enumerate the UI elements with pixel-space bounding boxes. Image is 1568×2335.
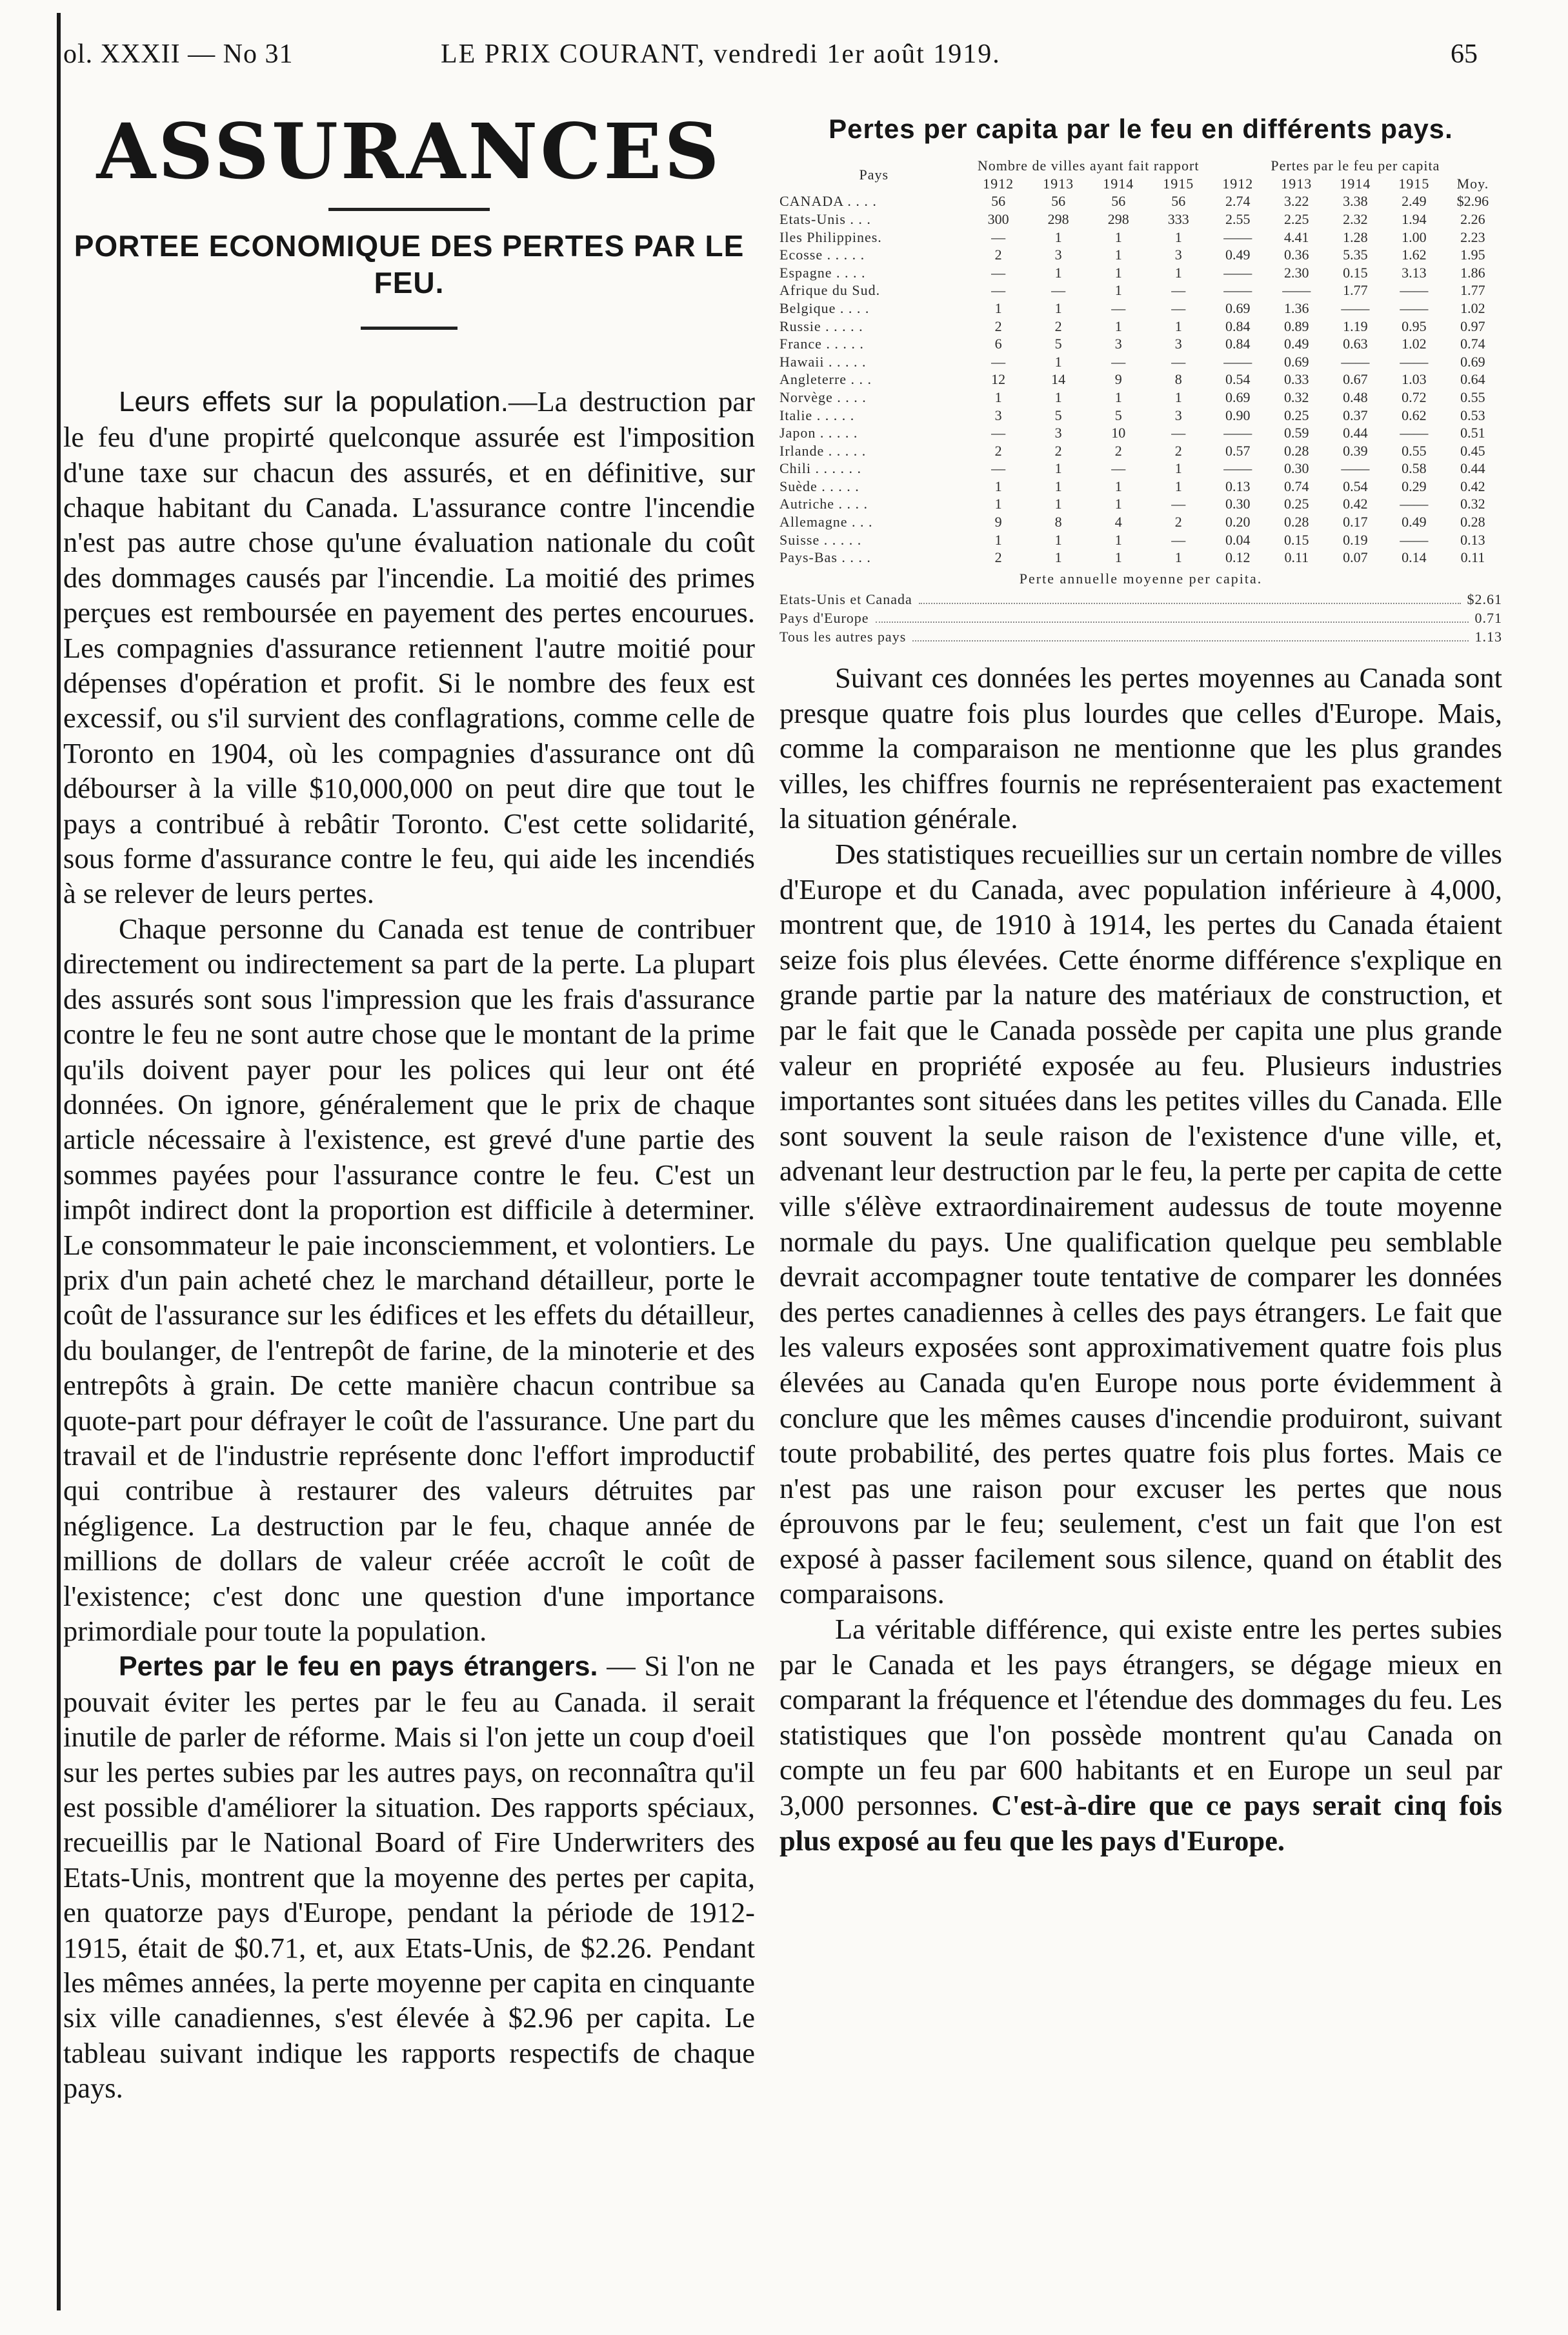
cities-count-cell: —	[1171, 282, 1186, 299]
cities-count-cell: 1	[994, 389, 1002, 405]
loss-cell: 0.32	[1284, 389, 1309, 405]
country-cell: Suède . . . . .	[779, 478, 859, 494]
cities-count-cell: 3	[1114, 336, 1122, 352]
article-subtitle: PORTEE ECONOMIQUE DES PERTES PAR LE FEU.	[74, 228, 745, 300]
cities-count-cell: 8	[1174, 371, 1182, 388]
average-title: Perte annuelle moyenne per capita.	[1019, 571, 1263, 587]
average-cell: 1.77	[1460, 282, 1485, 299]
table-header-row	[779, 157, 1502, 175]
loss-cell: 2.74	[1225, 193, 1251, 210]
country-cell: Russie . . . . .	[779, 318, 863, 334]
cities-count-cell: 1	[1114, 496, 1122, 512]
cities-count-cell: 1	[1114, 531, 1122, 548]
average-cell: 2.26	[1460, 210, 1485, 227]
loss-cell: 0.28	[1284, 514, 1309, 531]
average-cell: 0.53	[1460, 407, 1485, 423]
average-cell: 0.55	[1460, 389, 1485, 405]
loss-cell: 0.11	[1284, 549, 1309, 566]
cities-group-header: Nombre de villes ayant fait rapport	[977, 157, 1200, 174]
loss-cell: 0.89	[1284, 318, 1309, 334]
cities-count-cell: 1	[994, 299, 1002, 316]
average-cell: 0.64	[1460, 371, 1485, 388]
cities-count-cell: 1	[1054, 496, 1062, 512]
right-paragraph-2: Des statistiques recueillies sur un certain nombre de villes d'Europe et du Canada, avec population inférieure à 4,000, montrent que, de 1910 à 1914, les pertes du Canada étaient seize fois plus élevées. Cette énorme différence s'explique en grande partie par la nature des matériaux de construction, et par le fait que le Canada possède per capita une plus grande valeur en propriété exposée au feu. Plusieurs industries importantes sont situées dans les petites villes du Canada. Elle sont souvent la seule raison de l'existence d'une ville, et, advenant leur destruction par le feu, la perte per capita de cette ville s'élève extraordinairement audessus de toute moyenne normale du pays. Une qualification quelque peu semblable devrait accompagner toute tentative de comparer les données des pertes canadiennes à celles des pays étrangers. Le fait que les valeurs exposées sont approximativement quatre fois plus élevées au Canada qu'en Europe nous porte évidemment à conclure que les mêmes causes d'incendie produiront, suivant toute probabilité, des pertes quatre fois plus fortes. Mais ce n'est pas une raison pour excuser les pertes que nous éprouvons par le feu; seulement, c'est un fait que l'on est exposé à passer facilement sous silence, quand on établit des comparaisons.	[779, 838, 1502, 1610]
cities-count-cell: 1	[1174, 478, 1182, 494]
cities-count-cell: 5	[1054, 407, 1062, 423]
loss-cell: 1.19	[1343, 318, 1368, 334]
cities-count-cell: 1	[1054, 460, 1062, 477]
country-cell: Italie . . . . .	[779, 407, 855, 423]
cities-count-cell: —	[1171, 531, 1186, 548]
cities-count-cell: 2	[1174, 442, 1182, 459]
loss-cell: ——	[1400, 299, 1429, 316]
loss-cell: 4.41	[1284, 228, 1309, 245]
cities-count-cell: 8	[1054, 514, 1062, 531]
cities-count-cell: 56	[1171, 193, 1186, 210]
paragraph-text: — Si l'on ne pouvait éviter les pertes par le feu au Canada. il serait inutile de parler de réforme. Mais si l'on jette un coup d'oeil sur les pertes subies par les autres pays, on reconnaîtra qu'il est possible d'améliorer la situation. Des rapports spéciaux, recueillis par le National Board of Fire Underwriters des Etats-Unis, montrent que la moyenne des pertes per capita, en quatorze pays d'Europe, pendant la période de 1912-1915, était de $0.71, et, aux Etats-Unis, de $2.26. Pendant les mêmes années, la perte moyenne per capita en cinquante six ville canadiennes, s'est élevée à $2.96 per capita. Le tableau suivant indique les rapports respectifs de chaque pays.	[63, 1650, 755, 2105]
loss-cell: ——	[1341, 460, 1370, 477]
cities-count-cell: 3	[994, 407, 1002, 423]
average-cell: 1.86	[1460, 264, 1485, 281]
cities-count-cell: 1	[1114, 282, 1122, 299]
average-cell: 0.44	[1460, 460, 1485, 477]
loss-cell: 0.20	[1225, 514, 1251, 531]
country-cell: Iles Philippines.	[779, 228, 882, 245]
table-row	[779, 371, 1502, 389]
cities-count-cell: —	[1171, 496, 1186, 512]
loss-cell: 0.19	[1343, 531, 1368, 548]
loss-cell: 0.95	[1402, 318, 1427, 334]
cities-count-cell: 2	[994, 318, 1002, 334]
average-cell: 2.23	[1460, 228, 1485, 245]
loss-cell: 0.07	[1343, 549, 1368, 566]
cities-count-cell: —	[991, 228, 1006, 245]
average-cell: 1.02	[1460, 299, 1485, 316]
cities-count-cell: 12	[991, 371, 1006, 388]
table-row	[779, 389, 1502, 407]
average-value: 0.71	[1474, 610, 1502, 627]
table-title: Pertes per capita par le feu en différents pays.	[829, 114, 1453, 144]
loss-cell: ——	[1223, 353, 1252, 370]
cities-count-cell: —	[1171, 425, 1186, 441]
average-row	[779, 610, 1502, 629]
average-header: Moy.	[1456, 175, 1489, 192]
average-cell: $2.96	[1456, 193, 1489, 210]
loss-cell: 0.69	[1284, 353, 1309, 370]
loss-cell: ——	[1400, 282, 1429, 299]
cities-count-cell: 9	[994, 514, 1002, 531]
average-cell: 0.74	[1460, 336, 1485, 352]
right-column	[779, 113, 1502, 1858]
loss-cell: 0.58	[1402, 460, 1427, 477]
country-cell: CANADA . . . .	[779, 193, 877, 210]
cities-count-cell: 300	[987, 210, 1009, 227]
average-row	[779, 591, 1502, 610]
fire-loss-table	[779, 157, 1502, 567]
country-cell: Afrique du Sud.	[779, 282, 881, 299]
loss-cell: 0.39	[1343, 442, 1368, 459]
cities-count-cell: 14	[1051, 371, 1066, 388]
loss-cell: ——	[1223, 425, 1252, 441]
average-label: Etats-Unis et Canada	[779, 591, 912, 608]
average-cell: 0.69	[1460, 353, 1485, 370]
loss-cell: 0.25	[1284, 407, 1309, 423]
loss-cell: 3.13	[1402, 264, 1427, 281]
cities-count-cell: —	[1111, 460, 1126, 477]
cities-count-cell: 5	[1054, 336, 1062, 352]
right-paragraph-3	[779, 1612, 1502, 1858]
cities-count-cell: 1	[1114, 549, 1122, 566]
cities-count-cell: 3	[1054, 425, 1062, 441]
table-row	[779, 513, 1502, 531]
loss-cell: 0.37	[1343, 407, 1368, 423]
average-cell: 0.51	[1460, 425, 1485, 441]
loss-cell: 0.44	[1343, 425, 1368, 441]
dot-leader	[919, 591, 1461, 604]
country-cell: Autriche . . . .	[779, 496, 868, 512]
loss-cell: 0.74	[1284, 478, 1309, 494]
losses-year-header: 1914	[1340, 175, 1371, 192]
country-cell: Chili . . . . . .	[779, 460, 862, 477]
table-row	[779, 264, 1502, 282]
cities-count-cell: —	[1171, 353, 1186, 370]
loss-cell: 1.94	[1402, 210, 1427, 227]
title-divider	[328, 208, 490, 211]
loss-cell: ——	[1400, 353, 1429, 370]
table-row	[779, 299, 1502, 318]
cities-count-cell: —	[1111, 353, 1126, 370]
average-cell: 0.97	[1460, 318, 1485, 334]
cities-count-cell: 1	[994, 496, 1002, 512]
loss-cell: 0.54	[1225, 371, 1251, 388]
loss-cell: 2.25	[1284, 210, 1309, 227]
average-cell: 0.11	[1460, 549, 1485, 566]
loss-cell: 0.30	[1284, 460, 1309, 477]
country-cell: Irlande . . . . .	[779, 442, 867, 459]
cities-count-cell: 56	[1051, 193, 1066, 210]
article-paragraph-3	[63, 1648, 755, 2105]
average-value: $2.61	[1467, 591, 1502, 608]
cities-count-cell: 1	[1054, 228, 1062, 245]
right-paragraph-1: Suivant ces données les pertes moyennes au Canada sont presque quatre fois plus lourdes que celles d'Europe. Mais, comme la comparaison ne mentionne que les plus grandes villes, les chiffres fournis ne représenteraient pas exactement la situation générale.	[779, 662, 1502, 835]
section-title: ASSURANCES	[96, 106, 722, 196]
cities-count-cell: —	[991, 425, 1006, 441]
loss-cell: 0.49	[1402, 514, 1427, 531]
loss-cell: ——	[1223, 460, 1252, 477]
volume-number: ol. XXXII — No 31	[63, 39, 294, 69]
cities-count-cell: 10	[1111, 425, 1126, 441]
cities-count-cell: 2	[994, 442, 1002, 459]
loss-cell: ——	[1223, 282, 1252, 299]
cities-count-cell: —	[1111, 299, 1126, 316]
dot-leader	[912, 629, 1468, 642]
left-column	[63, 103, 755, 2106]
page-header	[63, 39, 1478, 90]
cities-count-cell: —	[1051, 282, 1066, 299]
country-cell: Japon . . . . .	[779, 425, 858, 441]
loss-cell: ——	[1341, 299, 1370, 316]
binding-edge-line	[57, 13, 61, 2310]
table-row	[779, 460, 1502, 478]
country-cell: Angleterre . . .	[779, 371, 872, 388]
dot-leader	[876, 610, 1469, 623]
country-cell: Belgique . . . .	[779, 299, 870, 316]
loss-cell: 1.36	[1284, 299, 1309, 316]
loss-cell: 0.12	[1225, 549, 1251, 566]
cities-count-cell: 2	[1174, 514, 1182, 531]
cities-count-cell: 1	[1054, 549, 1062, 566]
cities-count-cell: 298	[1107, 210, 1129, 227]
loss-cell: 0.25	[1284, 496, 1309, 512]
table-row	[779, 353, 1502, 371]
paragraph-lead: Leurs effets sur la population.	[119, 385, 508, 418]
cities-count-cell: 3	[1174, 247, 1182, 263]
losses-year-header: 1913	[1281, 175, 1312, 192]
loss-cell: 0.59	[1284, 425, 1309, 441]
loss-cell: 2.30	[1284, 264, 1309, 281]
cities-count-cell: 1	[1174, 389, 1182, 405]
cities-count-cell: 2	[994, 549, 1002, 566]
average-cell: 0.42	[1460, 478, 1485, 494]
loss-cell: 0.33	[1284, 371, 1309, 388]
loss-cell: ——	[1282, 282, 1311, 299]
cities-count-cell: 6	[994, 336, 1002, 352]
paragraph-conclusion: C'est-à-dire que ce pays serait cinq fois plus exposé au feu que les pays d'Europe.	[779, 1789, 1502, 1857]
cities-count-cell: 2	[1054, 318, 1062, 334]
table-row	[779, 424, 1502, 442]
table-row	[779, 531, 1502, 549]
cities-count-cell: 1	[1174, 228, 1182, 245]
cities-count-cell: 1	[1054, 264, 1062, 281]
country-cell: Hawaii . . . . .	[779, 353, 867, 370]
loss-cell: 3.38	[1343, 193, 1368, 210]
losses-year-header: 1915	[1398, 175, 1430, 192]
table-row	[779, 549, 1502, 567]
cities-count-cell: 56	[1111, 193, 1126, 210]
cities-count-cell: —	[991, 264, 1006, 281]
loss-cell: 2.32	[1343, 210, 1368, 227]
country-cell: Espagne . . . .	[779, 264, 866, 281]
cities-count-cell: 3	[1174, 336, 1182, 352]
subtitle-divider	[361, 327, 457, 330]
table-row	[779, 228, 1502, 247]
table-row	[779, 210, 1502, 228]
article-paragraph-1	[63, 384, 755, 911]
cities-year-header: 1915	[1163, 175, 1194, 192]
country-cell: Etats-Unis . . .	[779, 210, 871, 227]
right-text	[779, 660, 1502, 1858]
average-cell: 0.28	[1460, 514, 1485, 531]
average-summary	[779, 571, 1502, 647]
loss-cell: 0.17	[1343, 514, 1368, 531]
loss-cell: 0.84	[1225, 318, 1251, 334]
table-row	[779, 407, 1502, 425]
col-country-header: Pays	[859, 166, 889, 183]
loss-cell: ——	[1400, 531, 1429, 548]
loss-cell: 1.03	[1402, 371, 1427, 388]
cities-count-cell: 4	[1114, 514, 1122, 531]
average-row	[779, 629, 1502, 647]
loss-cell: 0.42	[1343, 496, 1368, 512]
cities-count-cell: 1	[1114, 247, 1122, 263]
article-paragraph-2: Chaque personne du Canada est tenue de contribuer directement ou indirectement sa part de la perte. La plupart des assurés sont sous l'impression que les frais d'assurance contre le feu ne sont autre chose que le montant de la prime qu'ils doivent payer pour les polices qui leur ont été données. On ignore, généralement que le prix de chaque article nécessaire à l'existence, est grevé d'une partie des sommes payées pour l'assurance contre le feu. C'est un impôt indirect dont la proportion est difficile à determiner. Le consommateur le paie inconsciemment, et volontiers. Le prix d'un pain acheté chez le marchand détailleur, porte le coût de l'assurance sur les édifices et les effets du détailleur, du boulanger, de l'entrepôt de farine, de la minoterie et des entrepôts à grain. De cette manière chacun contribue sa quote-part pour défrayer le coût de l'assurance. Une part du travail et de l'industrie représente donc l'effort improductif qui contribue à restaurer des valeurs détruites par négligence. La destruction par le feu, chaque année de millions de dollars de valeur créée accroît le coût de l'existence; c'est donc une question d'une importance primordiale pour toute la population.	[63, 912, 755, 1648]
cities-count-cell: 1	[1114, 478, 1122, 494]
cities-count-cell: 2	[994, 247, 1002, 263]
loss-cell: 1.77	[1343, 282, 1368, 299]
table-row	[779, 246, 1502, 264]
table-row	[779, 478, 1502, 496]
loss-cell: 0.30	[1225, 496, 1251, 512]
country-cell: Pays-Bas . . . .	[779, 549, 871, 566]
cities-count-cell: 333	[1167, 210, 1189, 227]
table-row	[779, 318, 1502, 336]
cities-count-cell: 2	[1114, 442, 1122, 459]
cities-year-header: 1913	[1043, 175, 1074, 192]
cities-count-cell: —	[991, 282, 1006, 299]
loss-cell: 0.90	[1225, 407, 1251, 423]
loss-cell: 0.04	[1225, 531, 1251, 548]
average-cell: 0.45	[1460, 442, 1485, 459]
loss-cell: 0.13	[1225, 478, 1251, 494]
loss-cell: 0.28	[1284, 442, 1309, 459]
loss-cell: 1.62	[1402, 247, 1427, 263]
losses-year-header: 1912	[1222, 175, 1254, 192]
paragraph-text: —La destruction par le feu d'une propirté quelconque assurée est l'imposition d'une taxe sur chacun des assurés, et en définitive, sur chaque habitant du Canada. L'assurance contre l'incendie n'est pas autre chose qu'une évaluation nationale du coût des dommages causés par l'incendie. La moitié des primes perçues est remboursée en payement des pertes encourues. Les compagnies d'assurance retiennent l'autre moitié pour dépenses d'opération et profit. Si le nombre des feux est excessif, ou s'il survient des conflagrations, comme celle de Toronto en 1904, où les compagnies d'assurance ont dû débourser à la ville $10,000,000 on peut dire que tout le pays a contribué à rebâtir Toronto. C'est cette solidarité, sous forme d'assurance contre le feu, qui aide les incendiés à se relever de leurs pertes.	[63, 385, 756, 910]
loss-cell: ——	[1341, 353, 1370, 370]
table-row	[779, 282, 1502, 300]
loss-cell: ——	[1400, 496, 1429, 512]
average-cell: 0.13	[1460, 531, 1485, 548]
loss-cell: 3.22	[1284, 193, 1309, 210]
loss-cell: 0.63	[1343, 336, 1368, 352]
cities-count-cell: 1	[1114, 318, 1122, 334]
cities-count-cell: —	[1171, 299, 1186, 316]
losses-group-header: Pertes par le feu per capita	[1271, 157, 1440, 174]
cities-count-cell: 5	[1114, 407, 1122, 423]
cities-count-cell: 9	[1114, 371, 1122, 388]
loss-cell: ——	[1223, 264, 1252, 281]
loss-cell: 0.36	[1284, 247, 1309, 263]
country-cell: Allemagne . . .	[779, 514, 873, 531]
loss-cell: 0.15	[1284, 531, 1309, 548]
loss-cell: 0.57	[1225, 442, 1251, 459]
cities-year-header: 1912	[983, 175, 1014, 192]
cities-count-cell: —	[991, 460, 1006, 477]
loss-cell: 5.35	[1343, 247, 1368, 263]
cities-count-cell: 298	[1047, 210, 1069, 227]
loss-cell: 0.55	[1402, 442, 1427, 459]
cities-count-cell: 1	[1054, 531, 1062, 548]
loss-cell: 0.69	[1225, 389, 1251, 405]
loss-cell: 0.67	[1343, 371, 1368, 388]
cities-count-cell: 56	[991, 193, 1006, 210]
table-body	[779, 193, 1502, 567]
cities-count-cell: 1	[1174, 460, 1182, 477]
cities-count-cell: 1	[1114, 228, 1122, 245]
page-number: 65	[1451, 39, 1478, 69]
average-cell: 0.32	[1460, 496, 1485, 512]
publication-line: LE PRIX COURANT, vendredi 1er août 1919.	[441, 39, 1001, 69]
cities-count-cell: 3	[1054, 247, 1062, 263]
loss-cell: 0.29	[1402, 478, 1427, 494]
loss-cell: 1.02	[1402, 336, 1427, 352]
country-cell: France . . . . .	[779, 336, 864, 352]
loss-cell: 0.49	[1284, 336, 1309, 352]
cities-count-cell: —	[991, 353, 1006, 370]
average-value: 1.13	[1474, 629, 1502, 645]
paragraph-text: La véritable différence, qui existe entre les pertes subies par le Canada et les pays étrangers, se dégage mieux en comparant la fréquence et l'étendue des dommages du feu. Les statistiques que l'on possède montrent qu'au Canada on compte un feu par 600 habitants et en Europe un seul par 3,000 personnes.	[779, 1613, 1502, 1822]
loss-cell: 0.62	[1402, 407, 1427, 423]
table-row	[779, 442, 1502, 460]
loss-cell: 0.72	[1402, 389, 1427, 405]
cities-year-header: 1914	[1103, 175, 1134, 192]
average-label: Pays d'Europe	[779, 610, 869, 627]
cities-count-cell: 1	[1114, 389, 1122, 405]
table-row	[779, 496, 1502, 514]
loss-cell: 1.28	[1343, 228, 1368, 245]
loss-cell: 0.48	[1343, 389, 1368, 405]
cities-count-cell: 1	[1054, 389, 1062, 405]
loss-cell: 0.15	[1343, 264, 1368, 281]
cities-count-cell: 1	[1054, 299, 1062, 316]
loss-cell: ——	[1223, 228, 1252, 245]
table-row	[779, 193, 1502, 211]
cities-count-cell: 1	[1174, 549, 1182, 566]
cities-count-cell: 1	[1174, 318, 1182, 334]
loss-cell: 0.49	[1225, 247, 1251, 263]
average-rows	[779, 591, 1502, 647]
loss-cell: 0.69	[1225, 299, 1251, 316]
loss-cell: ——	[1400, 425, 1429, 441]
country-cell: Norvège . . . .	[779, 389, 867, 405]
cities-count-cell: 1	[994, 531, 1002, 548]
paragraph-lead: Pertes par le feu en pays étrangers.	[119, 1651, 598, 1683]
loss-cell: 2.55	[1225, 210, 1251, 227]
cities-count-cell: 1	[1054, 353, 1062, 370]
cities-count-cell: 1	[1114, 264, 1122, 281]
loss-cell: 0.84	[1225, 336, 1251, 352]
cities-count-cell: 1	[1054, 478, 1062, 494]
cities-count-cell: 2	[1054, 442, 1062, 459]
country-cell: Suisse . . . . .	[779, 531, 862, 548]
average-cell: 1.95	[1460, 247, 1485, 263]
table-row	[779, 335, 1502, 353]
loss-cell: 1.00	[1402, 228, 1427, 245]
cities-count-cell: 3	[1174, 407, 1182, 423]
country-cell: Ecosse . . . . .	[779, 247, 865, 263]
loss-cell: 0.14	[1402, 549, 1427, 566]
average-label: Tous les autres pays	[779, 629, 907, 645]
cities-count-cell: 1	[1174, 264, 1182, 281]
loss-cell: 2.49	[1402, 193, 1427, 210]
cities-count-cell: 1	[994, 478, 1002, 494]
loss-cell: 0.54	[1343, 478, 1368, 494]
